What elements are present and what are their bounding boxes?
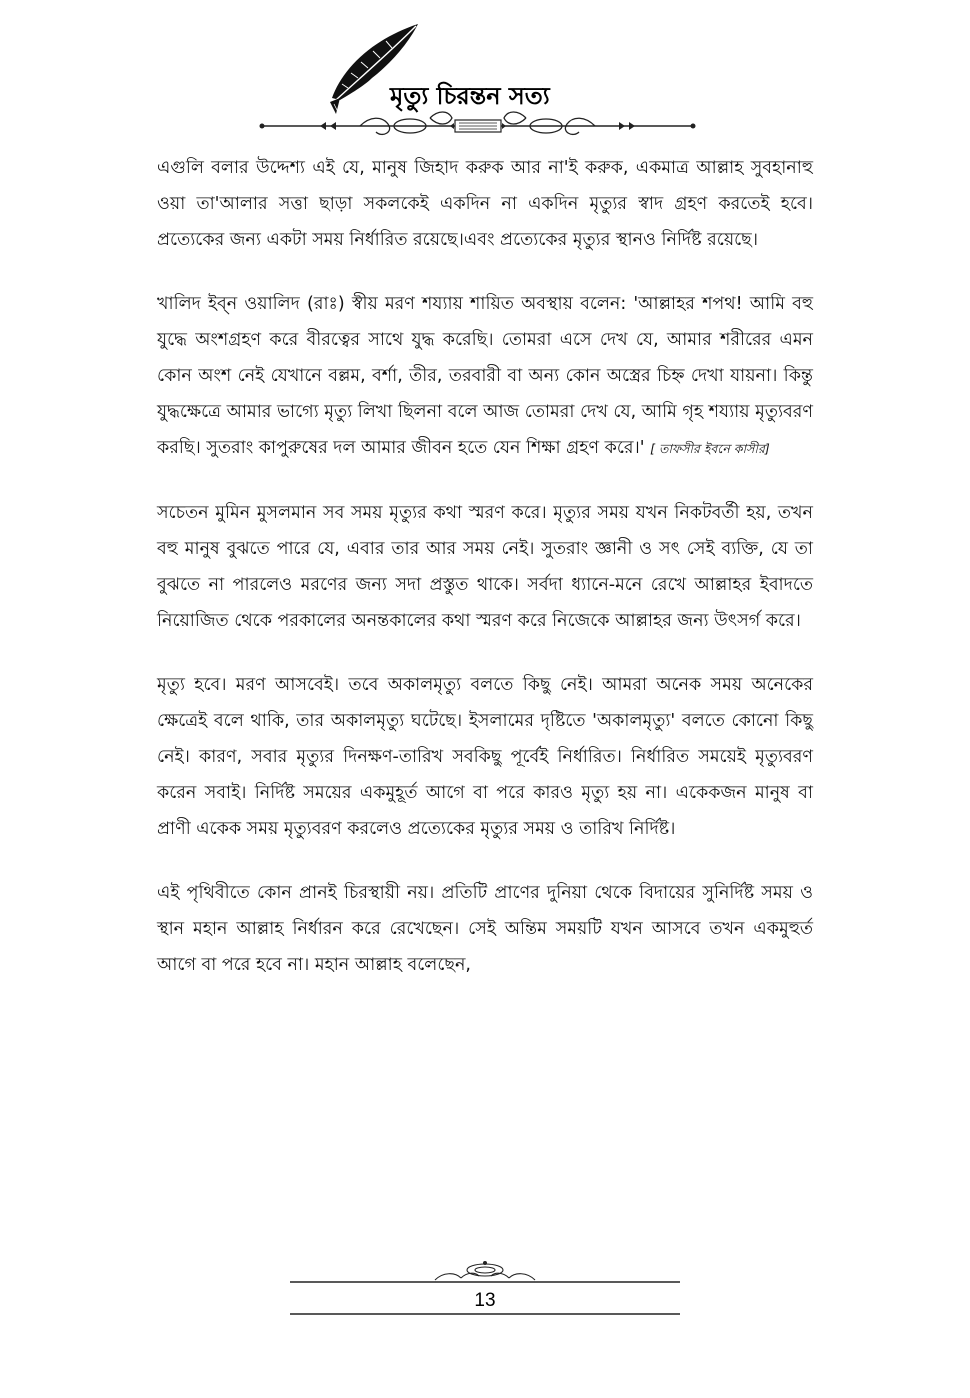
page-header xyxy=(250,18,720,140)
paragraph-text: খালিদ ইব্ন ওয়ালিদ (রাঃ) স্বীয় মরণ শয্যায় শায়িত অবস্থায় বলেন: 'আল্লাহর শপথ! আমি বহু যুদ্ধে অংশগ্রহণ করে বীরত্বের সাথে যুদ্ধ করেছি। তোমরা এসে দেখ যে, আমার শরীরের এমন কোন অংশ নেই যেখানে বল্লম, বর্শা, তীর, তরবারী বা অন্য কোন অস্ত্রের চিহ্ন দেখা যায়না। কিন্তু যুদ্ধক্ষেত্রে আমার ভাগ্যে মৃত্যু লিখা ছিলনা বলে আজ তোমরা দেখ যে, আমি গৃহ শয্যায় মৃত্যুবরণ করছি। সুতরাং কাপুরুষের দল আমার জীবন হতে যেন শিক্ষা গ্রহণ করে।' xyxy=(157,294,813,458)
paragraph xyxy=(157,286,813,467)
paragraph-text: মৃত্যু হবে। মরণ আসবেই। তবে অকালমৃত্যু বলতে কিছু নেই। আমরা অনেক সময় অনেকের ক্ষেত্রেই বলে থাকি, তার অকালমৃত্যু ঘটেছে। ইসলামের দৃষ্টিতে 'অকালমৃত্যু' বলতে কোনো কিছু নেই। কারণ, সবার মৃত্যুর দিনক্ষণ-তারিখ সবকিছু পূর্বেই নির্ধারিত। নির্ধারিত সময়েই মৃত্যুবরণ করেন সবাই। নির্দিষ্ট সময়ের একমুহূর্ত আগে বা পরে কারও মৃত্যু হয় না। একেকজন মানুষ বা প্রাণী একেক সময় মৃত্যুবরণ করলেও প্রত্যেকের মৃত্যুর সময় ও তারিখ নির্দিষ্ট। xyxy=(157,675,813,839)
paragraph-text: এগুলি বলার উদ্দেশ্য এই যে, মানুষ জিহাদ করুক আর না'ই করুক, একমাত্র আল্লাহ সুবহানাহু ওয়া তা'আলার সত্তা ছাড়া সকলকেই একদিন না একদিন মৃত্যুর স্বাদ গ্রহণ করতেই হবে। প্রত্যেকের জন্য একটা সময় নির্ধারিত রয়েছে।এবং প্রত্যেকের মৃত্যুর স্থানও নির্দিষ্ট রয়েছে। xyxy=(157,158,813,250)
chapter-title: মৃত্যু চিরন্তন সত্য xyxy=(390,82,550,110)
paragraph-text: এই পৃথিবীতে কোন প্রানই চিরস্থায়ী নয়। প্রতিটি প্রাণের দুনিয়া থেকে বিদায়ের সুনির্দিষ্ট সময় ও স্থান মহান আল্লাহ নির্ধারন করে রেখেছেন। সেই অন্তিম সময়টি যখন আসবে তখন একমুহুর্ত আগে বা পরে হবে না। মহান আল্লাহ বলেছেন, xyxy=(157,883,813,975)
paragraph-text: সচেতন মুমিন মুসলমান সব সময় মৃত্যুর কথা স্মরণ করে। মৃত্যুর সময় যখন নিকটবর্তী হয়, তখন বহু মানুষ বুঝতে পারে যে, এবার তার আর সময় নেই। সুতরাং জ্ঞানী ও সৎ সেই ব্যক্তি, যে তা বুঝতে না পারলেও মরণের জন্য সদা প্রস্তুত থাকে। সর্বদা ধ্যানে-মনে রেখে আল্লাহর ইবাদতে নিয়োজিত থেকে পরকালের অনন্তকালের কথা স্মরণ করে নিজেকে আল্লাহর জন্য উৎসর্গ করে। xyxy=(157,503,813,631)
page-number: 13 xyxy=(474,1290,496,1311)
paragraph xyxy=(157,150,813,258)
paragraph xyxy=(157,495,813,639)
body-text xyxy=(157,150,813,1011)
page-footer xyxy=(285,1260,685,1320)
paragraph xyxy=(157,875,813,983)
paragraph xyxy=(157,667,813,847)
citation: [ তাফসীর ইবনে কাসীর] xyxy=(650,441,770,456)
